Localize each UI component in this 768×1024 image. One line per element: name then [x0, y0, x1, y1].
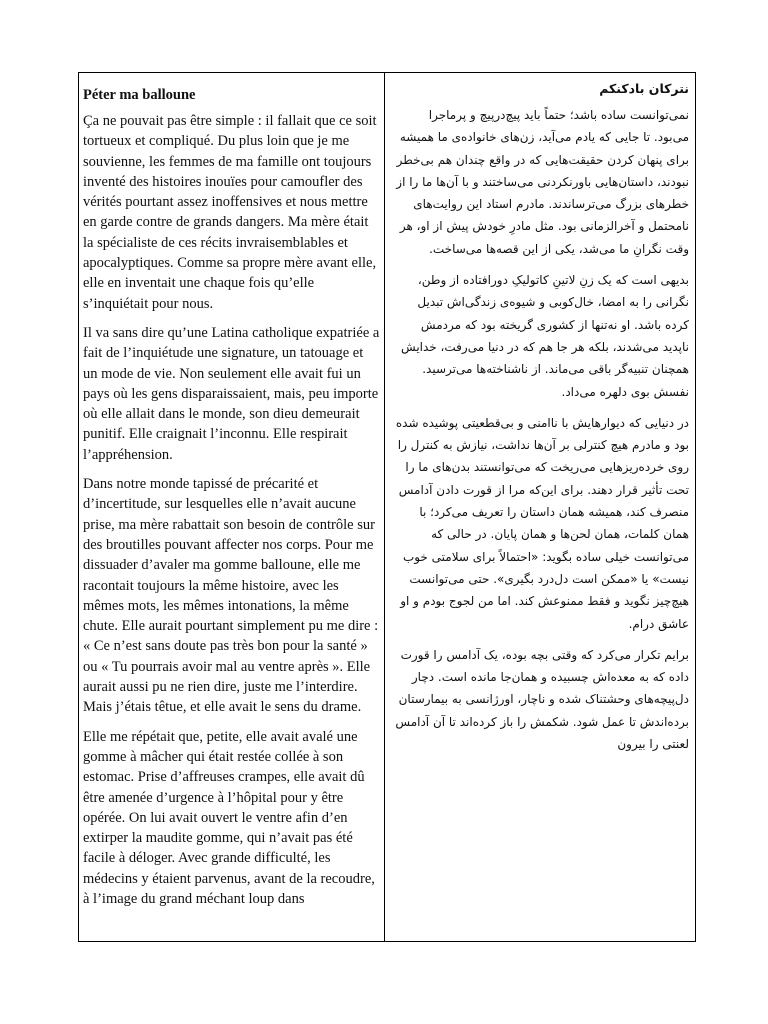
persian-column [385, 73, 695, 941]
bilingual-table [78, 72, 696, 942]
french-title: Péter ma balloune [83, 87, 196, 103]
persian-paragraph-1: نمی‌توانست ساده باشد؛ حتماً باید پیچ‌درپیچ و پرماجرا می‌بود. تا جایی که یادم می‌آید، زن‌های خانواده‌ی ما همیشه برای پنهان کردن حقیقت‌هایی که در واقع چندان هم بی‌خطر نبودند، داستان‌هایی باورنکردنی می‌ساختند و با آن‌ها ما را از خطرهای بزرگ می‌ترساندند. مادرم استاد این روایت‌های نامحتمل و آخرالزمانی بود. مثل مادرِ خودش پیش از او، هر وقت نگرانِ ما می‌شد، یکی از این قصه‌ها می‌ساخت. [396, 108, 689, 256]
persian-paragraph-4: برایم تکرار می‌کرد که وقتی بچه بوده، یک آدامس را قورت داده که به معده‌اش چسبیده و همان‌جا مانده است. دچار دل‌پیچه‌های وحشتناک شده و ناچار، اورژانسی به بیمارستان برده‌اندش تا عمل شود. شکمش را باز کرده‌اند تا آن آدامس لعنتی را بیرون [395, 647, 689, 752]
french-paragraph-3: Dans notre monde tapissé de précarité et d’incertitude, sur lesquelles elle n’avait aucune prise, ma mère rabattait son besoin de contrôle sur des broutilles pouvant affecter nos corps. Pour me dissuader d’avaler ma gomme balloune, elle me racontait toujours la même histoire, avec les mêmes mots, les mêmes intonations, la même chute. Elle aurait pourtant simplement pu me dire : « Ce n’est sans doute pas très bon pour la santé » ou « Tu pourrais avoir mal au ventre après ». Elle aurait aussi pu ne rien dire, juste me l’interdire. Mais j’étais têtue, et elle avait le sens du drame. [83, 476, 379, 716]
persian-paragraph-3: در دنیایی که دیوارهایش با ناامنی و بی‌قطعیتی پوشیده شده بود و مادرم هیچ کنترلی بر آن‌ها نداشت، نیازش به کنترل را روی خرده‌ریزهایی می‌ریخت که می‌توانستند بدن‌های ما را تحت تأثیر قرار دهند. برای این‌که مرا از قورت دادن آدامس منصرف کند، همیشه همان داستان را تعریف می‌کرد؛ با همان کلمات، همان لحن‌ها و همان پایان. در حالی که می‌توانست خیلی ساده بگوید: «احتمالاً برای سلامتی خوب نیست» یا «ممکن است دل‌درد بگیری». حتی می‌توانست هیچ‌چیز نگوید و فقط ممنوعش کند. اما من لجوج بودم و او عاشق درام. [395, 415, 689, 631]
french-column [79, 73, 385, 941]
french-paragraph-4: Elle me répétait que, petite, elle avait avalé une gomme à mâcher qui était restée collée à son estomac. Prise d’affreuses crampes, elle avait dû être amenée d’urgence à l’hôpital pour y être opérée. On lui avait ouvert le ventre afin d’en extirper la maudite gomme, qui n’avait pas été facile à déloger. Avec grande difficulté, les médecins y étaient parvenus, avant de la recoudre, à l’image du grand méchant loup dans [83, 728, 375, 907]
french-paragraph-1: Ça ne pouvait pas être simple : il fallait que ce soit tortueux et compliqué. Du plus loin que je me souvienne, les femmes de ma famille ont toujours inventé des histoires inouïes pour camoufler des vérités pourtant assez inoffensives et nous mettre en garde contre de grands dangers. Ma mère était la spécialiste de ces récits invraisemblables et apocalyptiques. Comme sa propre mère avant elle, elle en inventait une chaque fois qu’elle s’inquiétait pour nous. [83, 113, 377, 312]
french-paragraph-2: Il va sans dire qu’une Latina catholique expatriée a fait de l’inquiétude une signature, un tatouage et un mode de vie. Non seulement elle avait fui un pays où les gens disparaissaient, mais, peu importe où elle allait dans le monde, son dieu demeurait punitif. Elle craignait l’inconnu. Elle respirait l’appréhension. [83, 324, 380, 463]
persian-title: نترکان بادکنکم [599, 81, 689, 96]
persian-paragraph-2: بدیهی است که یک زنِ لاتینِ کاتولیکِ دورافتاده از وطن، نگرانی را به امضا، خال‌کوبی و شیوه‌ی زندگی‌اش تبدیل کرده باشد. او نه‌تنها از کشوری گریخته بود که مردمش ناپدید می‌شدند، بلکه هر جا هم که در دنیا می‌رفت، خدایش همچنان تنبیه‌گر باقی می‌ماند. از ناشناخته‌ها می‌ترسید. نفسش بوی دلهره می‌داد. [401, 273, 689, 399]
